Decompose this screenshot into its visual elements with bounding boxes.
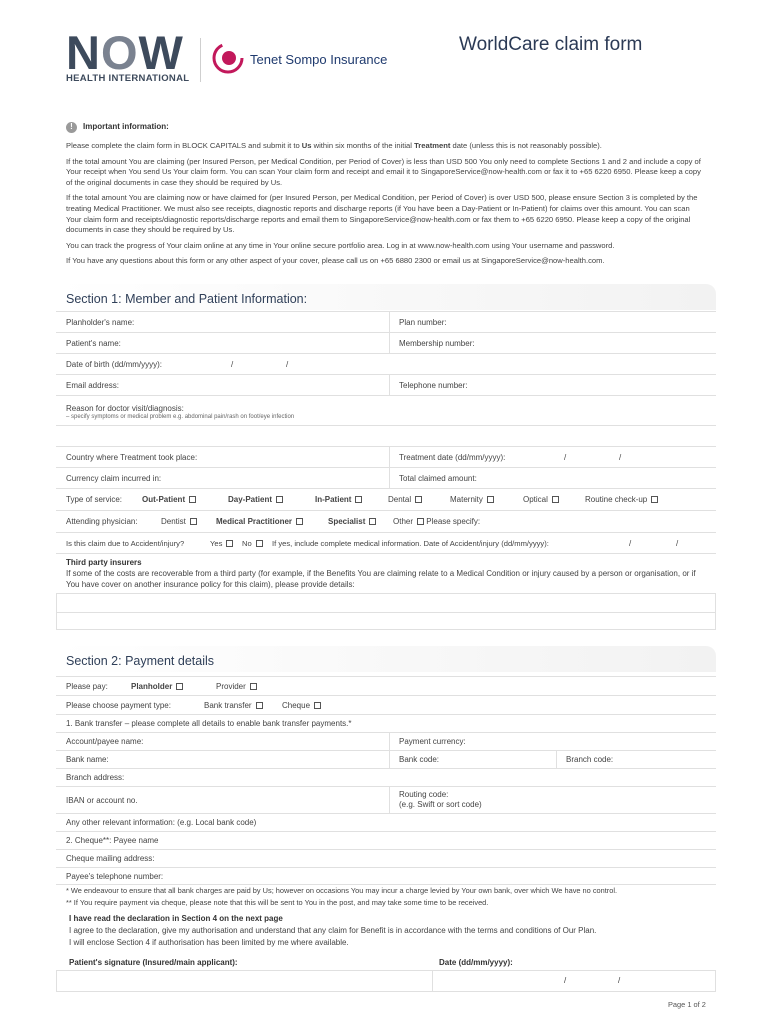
physician-label: Attending physician: <box>66 517 138 526</box>
email-row[interactable] <box>56 374 716 395</box>
service-maternity: Maternity <box>450 495 483 504</box>
signature-date-label: Date (dd/mm/yyyy): <box>439 958 513 967</box>
please-specify: Please specify: <box>426 517 481 526</box>
treatment-slash-2: / <box>619 452 622 462</box>
payment-currency-label: Payment currency: <box>399 737 466 746</box>
specialist-checkbox[interactable] <box>369 518 376 525</box>
service-row <box>56 488 716 510</box>
branch-address-row[interactable] <box>56 768 716 786</box>
planholder-label: Planholder's name: <box>66 317 135 327</box>
daypatient-checkbox[interactable] <box>276 496 283 503</box>
payee-phone-row[interactable] <box>56 867 716 885</box>
dentist-checkbox[interactable] <box>190 518 197 525</box>
bank-transfer-note: 1. Bank transfer – please complete all details to enable bank transfer payments.* <box>66 719 352 728</box>
service-dental: Dental <box>388 495 412 504</box>
cheque-payee-label: 2. Cheque**: Payee name <box>66 836 159 845</box>
physician-specialist: Specialist <box>328 517 366 526</box>
payee-phone-label: Payee's telephone number: <box>66 871 164 881</box>
membership-label: Membership number: <box>399 338 475 348</box>
service-daypatient: Day-Patient <box>228 495 273 504</box>
maternity-checkbox[interactable] <box>487 496 494 503</box>
inpatient-checkbox[interactable] <box>355 496 362 503</box>
payment-type-row <box>56 695 716 714</box>
declaration-text-1: I agree to the declaration, give my authorisation and understand that any claim for Benefit is in accordance with the terms and conditions of Our Plan. <box>69 926 597 935</box>
info-para-2: If the total amount You are claiming (per Insured Person, per Medical Condition, per Period of Cover) is less than USD 500 You only need to complete Sections 1 and 2 and include a copy of Your receipt when You send Us Your claim form. You can scan Your claim form and receipt and email it to SingaporeService@now-health.com or fax it to +65 6220 6950. Please keep a copy of the original documents in case they should be required by Us. <box>66 156 701 187</box>
optical-checkbox[interactable] <box>552 496 559 503</box>
cheque-note: ** If You require payment via cheque, please note that this will be sent to You in the post, and may take some time to be received. <box>66 898 489 907</box>
service-label: Type of service: <box>66 495 123 504</box>
accident-slash-1: / <box>629 538 632 548</box>
info-para-1: Please complete the claim form in BLOCK CAPITALS and submit it to Us within six months of the initial Treatment date (unless this is not reasonably possible). <box>66 141 602 150</box>
phone-label: Telephone number: <box>399 380 468 390</box>
reason-hint: – specify symptoms or medical problem e.g. abdominal pain/rash on foot/eye infection <box>66 414 295 420</box>
please-pay-row <box>56 676 716 695</box>
no-label: No <box>242 538 252 548</box>
dental-checkbox[interactable] <box>415 496 422 503</box>
currency-label: Currency claim incurred in: <box>66 473 162 483</box>
third-party-text: If some of the costs are recoverable from a third party (for example, if the Benefits You are claiming relate to a Medical Condition or injury caused by a person or organisation, or if You have cover on another insurance policy for this claim), please provide details: <box>66 569 696 589</box>
cheque-address-row[interactable] <box>56 849 716 867</box>
dob-row[interactable] <box>56 353 716 374</box>
service-routine: Routine check-up <box>585 495 648 504</box>
email-label: Email address: <box>66 380 119 390</box>
reason-blank-row[interactable] <box>56 425 716 446</box>
reason-row[interactable] <box>56 395 716 425</box>
third-party-details-box[interactable] <box>56 593 716 630</box>
pay-provider: Provider <box>216 681 246 691</box>
reason-label: Reason for doctor visit/diagnosis: <box>66 404 184 413</box>
info-icon: ! <box>66 122 77 133</box>
physician-row <box>56 510 716 532</box>
info-para-3: If the total amount You are claiming now or have claimed for (per Insured Person, per Medical Condition, per Period of Cover) is over USD 500, please ensure Section 3 is completed by the treating Medical Practitioner. We must also see receipts, diagnostic reports and discharge reports (if You have been a Day-Patient or In-Patient) for claims over this amount. You can scan Your claim form and receipts/diagnostic reports/discharge reports and email them to SingaporeService@now-health.com or fax them to +65 6220 6950. Please keep a copy of the original documents in case they should be required by Us. <box>66 193 698 235</box>
service-inpatient: In-Patient <box>315 495 352 504</box>
info-para-5: If You have any questions about this form or any other aspect of your cover, please call us on +65 6880 2300 or email us at SingaporeService@now-health.com. <box>66 256 605 266</box>
routing-example: (e.g. Swift or sort code) <box>399 800 482 809</box>
bank-transfer-label: Bank transfer <box>204 700 252 710</box>
cheque-checkbox[interactable] <box>314 702 321 709</box>
declaration-title: I have read the declaration in Section 4 on the next page <box>69 914 283 923</box>
signature-date-slash-2: / <box>618 976 621 985</box>
bank-name-row[interactable] <box>56 750 716 768</box>
bank-code-label: Bank code: <box>399 755 440 764</box>
other-info-row[interactable] <box>56 813 716 831</box>
service-optical: Optical <box>523 495 548 504</box>
physician-other: Other <box>393 517 414 526</box>
declaration-text-2: I will enclose Section 4 if authorisation has been limited by me where available. <box>69 938 349 947</box>
page-number: Page 1 of 2 <box>668 1000 706 1009</box>
physician-medical-practitioner: Medical Practitioner <box>216 517 293 526</box>
form-title: WorldCare claim form <box>459 34 643 55</box>
cheque-address-label: Cheque mailing address: <box>66 854 155 863</box>
logo-divider <box>200 38 201 82</box>
country-label: Country where Treatment took place: <box>66 452 198 462</box>
total-label: Total claimed amount: <box>399 473 477 483</box>
patient-name-label: Patient's name: <box>66 338 121 348</box>
info-para-4: You can track the progress of Your claim online at any time in Your online secure portfolio area. Log in at www.now-health.com using Your username and password. <box>66 240 615 250</box>
other-info-label: Any other relevant information: (e.g. Local bank code) <box>66 818 257 827</box>
other-checkbox[interactable] <box>417 518 424 525</box>
routing-label: Routing code: <box>399 790 449 799</box>
signature-box[interactable] <box>56 970 716 992</box>
payment-type-label: Please choose payment type: <box>66 700 171 710</box>
bank-transfer-checkbox[interactable] <box>256 702 263 709</box>
treatment-slash-1: / <box>564 452 567 462</box>
third-party-title: Third party insurers <box>66 558 142 567</box>
bank-note-row <box>56 714 716 732</box>
partner-name: Tenet Sompo Insurance <box>250 52 388 67</box>
section1-title: Section 1: Member and Patient Information: <box>66 292 308 306</box>
important-information <box>66 122 706 272</box>
bank-name-label: Bank name: <box>66 755 109 764</box>
account-label: Account/payee name: <box>66 737 144 746</box>
outpatient-checkbox[interactable] <box>189 496 196 503</box>
section2-title: Section 2: Payment details <box>66 654 214 668</box>
dob-slash-1: / <box>231 359 234 369</box>
dob-slash-2: / <box>286 359 289 369</box>
accident-note: If yes, include complete medical information. Date of Accident/injury (dd/mm/yyyy): <box>272 538 549 548</box>
currency-row[interactable] <box>56 467 716 488</box>
signature-label: Patient's signature (Insured/main applicant): <box>69 958 238 967</box>
accident-question: Is this claim due to Accident/injury? <box>66 538 185 548</box>
please-pay-label: Please pay: <box>66 681 108 691</box>
pay-planholder: Planholder <box>131 681 173 691</box>
logo-subtitle: HEALTH INTERNATIONAL <box>66 73 190 84</box>
treatment-date-label: Treatment date (dd/mm/yyyy): <box>399 452 506 462</box>
cheque-payee-row[interactable] <box>56 831 716 849</box>
info-heading: Important information: <box>83 122 169 132</box>
yes-label: Yes <box>210 538 223 548</box>
branch-address-label: Branch address: <box>66 773 125 782</box>
iban-row[interactable] <box>56 786 716 813</box>
physician-dentist: Dentist <box>161 517 186 526</box>
dob-label: Date of birth (dd/mm/yyyy): <box>66 359 163 369</box>
planholder-row[interactable] <box>56 311 716 332</box>
accident-row <box>56 532 716 554</box>
cheque-label: Cheque <box>282 700 311 710</box>
pay-provider-checkbox[interactable] <box>250 683 257 690</box>
account-row[interactable] <box>56 732 716 750</box>
now-health-logo: NOW <box>66 26 184 79</box>
service-outpatient: Out-Patient <box>142 495 186 504</box>
bank-charges-note: * We endeavour to ensure that all bank charges are paid by Us; however on occasions You may incur a charge levied by Your own bank, over which We have no control. <box>66 886 618 895</box>
pay-planholder-checkbox[interactable] <box>176 683 183 690</box>
routine-checkbox[interactable] <box>651 496 658 503</box>
plan-number-label: Plan number: <box>399 317 447 327</box>
accident-slash-2: / <box>676 538 679 548</box>
branch-code-label: Branch code: <box>566 755 614 764</box>
iban-label: IBAN or account no. <box>66 795 138 805</box>
country-row[interactable] <box>56 446 716 467</box>
signature-date-slash-1: / <box>564 976 567 985</box>
patient-row[interactable] <box>56 332 716 353</box>
tenet-sompo-logo-icon <box>212 42 244 74</box>
medical-practitioner-checkbox[interactable] <box>296 518 303 525</box>
